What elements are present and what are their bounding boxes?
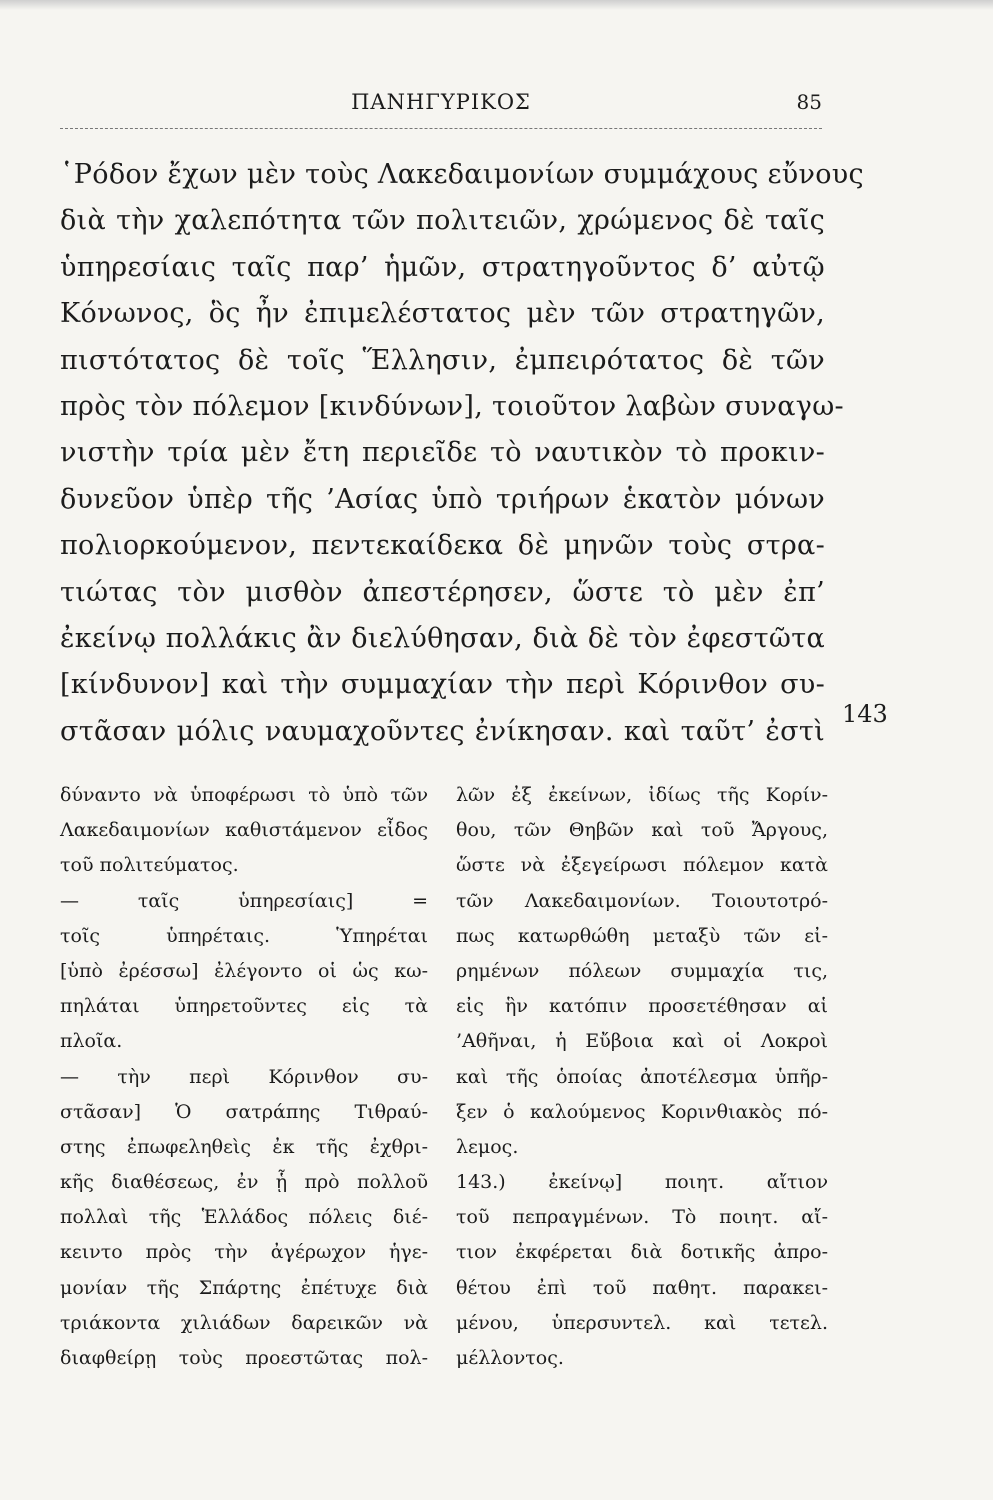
note-line: 143.) ἐκείνῳ] ποιητ. αἴτιον bbox=[456, 1171, 828, 1194]
note-line: καὶ τῆς ὁποίας ἀποτέλεσμα ὑπῆρ- bbox=[456, 1065, 828, 1088]
note-line: πλοῖα. bbox=[60, 1030, 123, 1053]
main-text bbox=[60, 152, 864, 755]
note-line: μονίαν τῆς Σπάρτης ἐπέτυχε διὰ bbox=[60, 1276, 428, 1299]
note-line: ξεν ὁ καλούμενος Κορινθιακὸς πό- bbox=[456, 1100, 828, 1123]
note-line: τοῦ πεπραγμένων. Τὸ ποιητ. αἴ- bbox=[456, 1206, 828, 1229]
main-text-line: ἐκείνῳ πολλάκις ἂν διελύθησαν, διὰ δὲ τὸν ἐφεστῶτα bbox=[60, 622, 825, 654]
notes-left-column bbox=[60, 778, 428, 1376]
note-line: κῆς διαθέσεως, ἐν ᾗ πρὸ πολλοῦ bbox=[60, 1171, 428, 1194]
note-line: Λακεδαιμονίων καθιστάμενον εἶδος bbox=[60, 819, 428, 842]
main-text-line: ὑπηρεσίαις ταῖς παρ’ ἡμῶν, στρατηγοῦντος δ’ αὐτῷ bbox=[60, 251, 825, 283]
note-line: στᾶσαν] Ὁ σατράπης Τιθραύ- bbox=[60, 1100, 428, 1123]
page-number: 85 bbox=[796, 90, 822, 114]
main-text-line: ῾Ρόδον ἔχων μὲν τοὺς Λακεδαιμονίων συμμάχους εὔνους bbox=[60, 159, 864, 190]
main-text-line: πρὸς τὸν πόλεμον [κινδύνων], τοιοῦτον λαβὼν συναγω- bbox=[60, 390, 844, 422]
note-line: λεμος. bbox=[456, 1135, 519, 1158]
main-text-line: τιώτας τὸν μισθὸν ἀπεστέρησεν, ὥστε τὸ μὲν ἐπ’ bbox=[60, 576, 825, 608]
main-text-line: πιστότατος δὲ τοῖς Ἕλλησιν, ἐμπειρότατος δὲ τῶν bbox=[60, 344, 825, 376]
note-line: θου, τῶν Θηβῶν καὶ τοῦ Ἄργους, bbox=[456, 819, 828, 842]
note-line: μένου, ὑπερσυντελ. καὶ τετελ. bbox=[456, 1311, 828, 1334]
note-line: τιον ἐκφέρεται διὰ δοτικῆς ἀπρο- bbox=[456, 1241, 828, 1264]
note-line: τῶν Λακεδαιμονίων. Τοιουτοτρό- bbox=[456, 889, 828, 912]
note-line: ’Αθῆναι, ἡ Εὔβοια καὶ οἱ Λοκροὶ bbox=[456, 1030, 828, 1053]
page-header bbox=[60, 90, 822, 130]
main-text-line: νιστὴν τρία μὲν ἔτη περιεῖδε τὸ ναυτικὸν τὸ προκιν- bbox=[60, 437, 825, 469]
note-line: κειντο πρὸς τὴν ἀγέρωχον ἡγε- bbox=[60, 1241, 428, 1264]
note-line: λῶν ἐξ ἐκείνων, ἰδίως τῆς Κορίν- bbox=[456, 784, 828, 806]
note-line: — ταῖς ὑπηρεσίαις] = bbox=[60, 889, 428, 912]
note-line: εἰς ἣν κατόπιν προσετέθησαν αἱ bbox=[456, 995, 828, 1018]
note-line: πηλάται ὑπηρετοῦντες εἰς τὰ bbox=[60, 995, 428, 1018]
note-line: τριάκοντα χιλιάδων δαρεικῶν νὰ bbox=[60, 1311, 428, 1334]
note-line: πολλαὶ τῆς Ἑλλάδος πόλεις διέ- bbox=[60, 1206, 428, 1229]
note-line: θέτου ἐπὶ τοῦ παθητ. παρακει- bbox=[456, 1276, 828, 1299]
note-line: — τὴν περὶ Κόρινθον συ- bbox=[60, 1065, 428, 1088]
note-line: ρημένων πόλεων συμμαχία τις, bbox=[456, 959, 828, 982]
note-line: ὥστε νὰ ἐξεγείρωσι πόλεμον κατὰ bbox=[456, 854, 828, 877]
running-title: ΠΑΝΗΓΥΡΙΚΟΣ bbox=[351, 90, 531, 114]
note-line: τοῦ πολιτεύματος. bbox=[60, 854, 239, 877]
notes-right-column bbox=[456, 778, 828, 1376]
main-text-line: [κίνδυνον] καὶ τὴν συμμαχίαν τὴν περὶ Κόρινθον συ- bbox=[60, 669, 825, 701]
note-line: στης ἐπωφεληθεὶς ἐκ τῆς ἐχθρι- bbox=[60, 1135, 428, 1158]
note-line: μέλλοντος. bbox=[456, 1347, 564, 1369]
main-text-line: Κόνωνος, ὃς ἦν ἐπιμελέστατος μὲν τῶν στρατηγῶν, bbox=[60, 298, 825, 330]
note-line: διαφθείρῃ τοὺς προεστῶτας πολ- bbox=[60, 1347, 428, 1369]
note-line: πως κατωρθώθη μεταξὺ τῶν εἰ- bbox=[456, 924, 828, 947]
section-margin-number: 143 bbox=[842, 700, 888, 728]
note-line: [ὑπὸ ἐρέσσω] ἐλέγοντο οἱ ὡς κω- bbox=[60, 959, 428, 982]
note-line: δύναντο νὰ ὑποφέρωσι τὸ ὑπὸ τῶν bbox=[60, 784, 428, 806]
main-text-line: δυνεῦον ὑπὲρ τῆς ’Ασίας ὑπὸ τριήρων ἑκατὸν μόνων bbox=[60, 483, 825, 515]
note-line: τοῖς ὑπηρέταις. Ὑπηρέται bbox=[60, 924, 428, 947]
page-edge-shadow bbox=[0, 0, 993, 10]
header-rule bbox=[60, 128, 822, 129]
main-text-line: στᾶσαν μόλις ναυμαχοῦντες ἐνίκησαν. καὶ ταῦτ’ ἐστὶ bbox=[60, 715, 825, 747]
main-text-line: διὰ τὴν χαλεπότητα τῶν πολιτειῶν, χρώμενος δὲ ταῖς bbox=[60, 205, 825, 237]
main-text-line: πολιορκούμενον, πεντεκαίδεκα δὲ μηνῶν τοὺς στρα- bbox=[60, 530, 825, 562]
